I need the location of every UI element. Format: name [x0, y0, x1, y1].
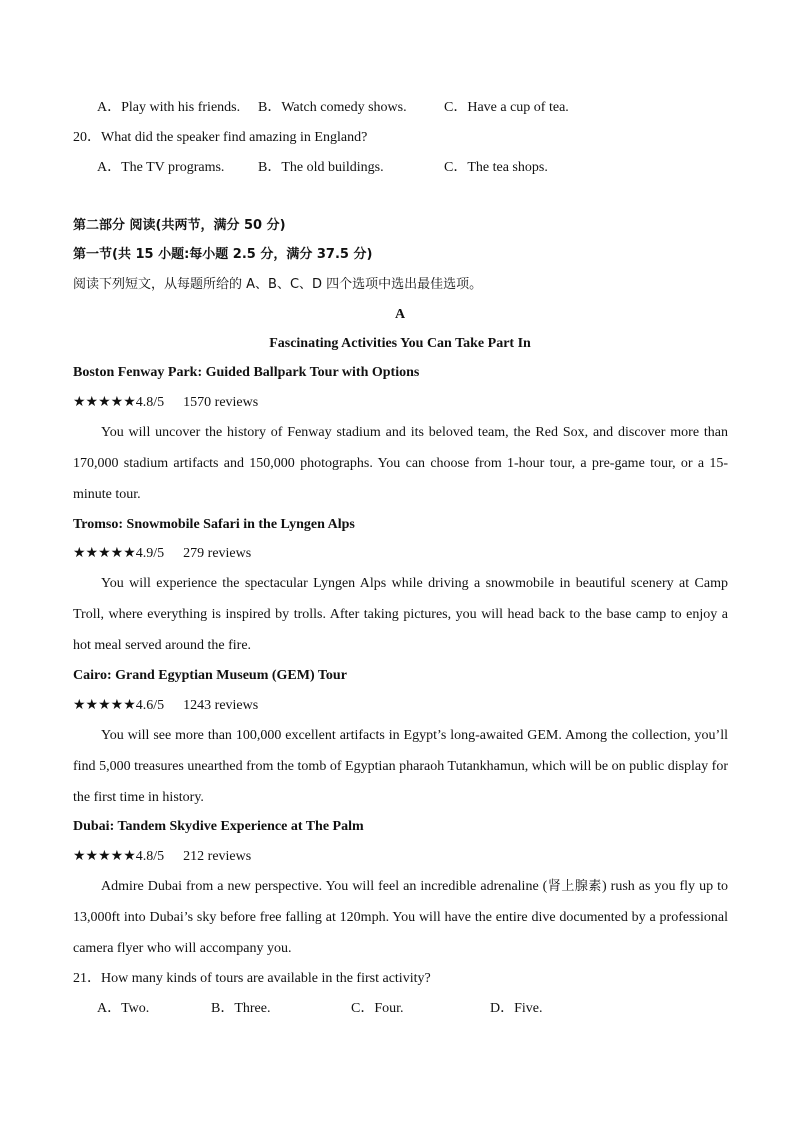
activity-heading: Dubai: Tandem Skydive Experience at The Palm: [73, 819, 364, 834]
passage-title: Fascinating Activities You Can Take Part In: [269, 336, 531, 351]
rating-stars: ★★★★★4.8/5: [73, 849, 165, 864]
review-count: 212 reviews: [183, 849, 252, 864]
rating-stars: ★★★★★4.9/5: [73, 546, 165, 561]
instruction: 阅读下列短文，从每题所给的 A、B、C、D 四个选项中选出最佳选项。: [73, 277, 483, 292]
activity-body: Admire Dubai from a new perspective. You will feel an incredible adrenaline (肾上腺素) rush as you fly up to 13,000ft into Dubai’s sky before free falling at 120mph. You will have the entire dive documented by a professional camera flyer who will accompany you.: [73, 879, 728, 956]
passage-letter: A: [394, 307, 406, 322]
q21-option-c: C．Four.: [351, 1001, 404, 1016]
activity-heading: Cairo: Grand Egyptian Museum (GEM) Tour: [73, 668, 347, 683]
q20-stem: 20．What did the speaker find amazing in England?: [73, 130, 368, 145]
review-count: 1243 reviews: [183, 698, 259, 713]
activity-rating-row: [73, 848, 251, 866]
q21-option-a: A．Two.: [97, 1001, 150, 1016]
activity-body: You will uncover the history of Fenway stadium and its beloved team, the Red Sox, and discover more than 170,000 stadium artifacts and 150,000 photographs. You can choose from 1-hour tour, a pre-game tour, or a 15-minute tour.: [73, 425, 728, 502]
rating-stars: ★★★★★4.6/5: [73, 698, 165, 713]
q20-option-a: A．The TV programs.: [97, 160, 225, 175]
q21-option-d: D．Five.: [490, 1001, 543, 1016]
activity-heading: Tromso: Snowmobile Safari in the Lyngen Alps: [73, 517, 355, 532]
q20-option-b: B．The old buildings.: [258, 160, 384, 175]
activity-heading: Boston Fenway Park: Guided Ballpark Tour with Options: [73, 365, 420, 380]
activity-body: You will experience the spectacular Lyngen Alps while driving a snowmobile in beautiful scenery at Camp Troll, where everything is inspired by trolls. After taking pictures, you will head back to the base camp to enjoy a hot meal served around the fire.: [73, 576, 728, 653]
q19-option-a: A．Play with his friends.: [97, 100, 241, 115]
q20-option-c: C．The tea shops.: [444, 160, 548, 175]
review-count: 279 reviews: [183, 546, 252, 561]
sub-title: 第一节(共 15 小题:每小题 2.5 分，满分 37.5 分): [73, 247, 373, 262]
activity-rating-row: [73, 394, 258, 412]
q19-option-b: B．Watch comedy shows.: [258, 100, 407, 115]
rating-stars: ★★★★★4.8/5: [73, 395, 165, 410]
q21-stem: 21．How many kinds of tours are available in the first activity?: [73, 971, 431, 986]
activity-body: You will see more than 100,000 excellent artifacts in Egypt’s long-awaited GEM. Among the collection, you’ll find 5,000 treasures unearthed from the tomb of Egyptian pharaoh Tutankhamun, which will be on public display for the first time in history.: [73, 728, 728, 805]
part-title: 第二部分 阅读(共两节，满分 50 分): [73, 218, 286, 233]
activity-rating-row: [73, 545, 251, 563]
activity-rating-row: [73, 697, 258, 715]
q21-option-b: B．Three.: [211, 1001, 271, 1016]
q19-option-c: C．Have a cup of tea.: [444, 100, 569, 115]
review-count: 1570 reviews: [183, 395, 259, 410]
